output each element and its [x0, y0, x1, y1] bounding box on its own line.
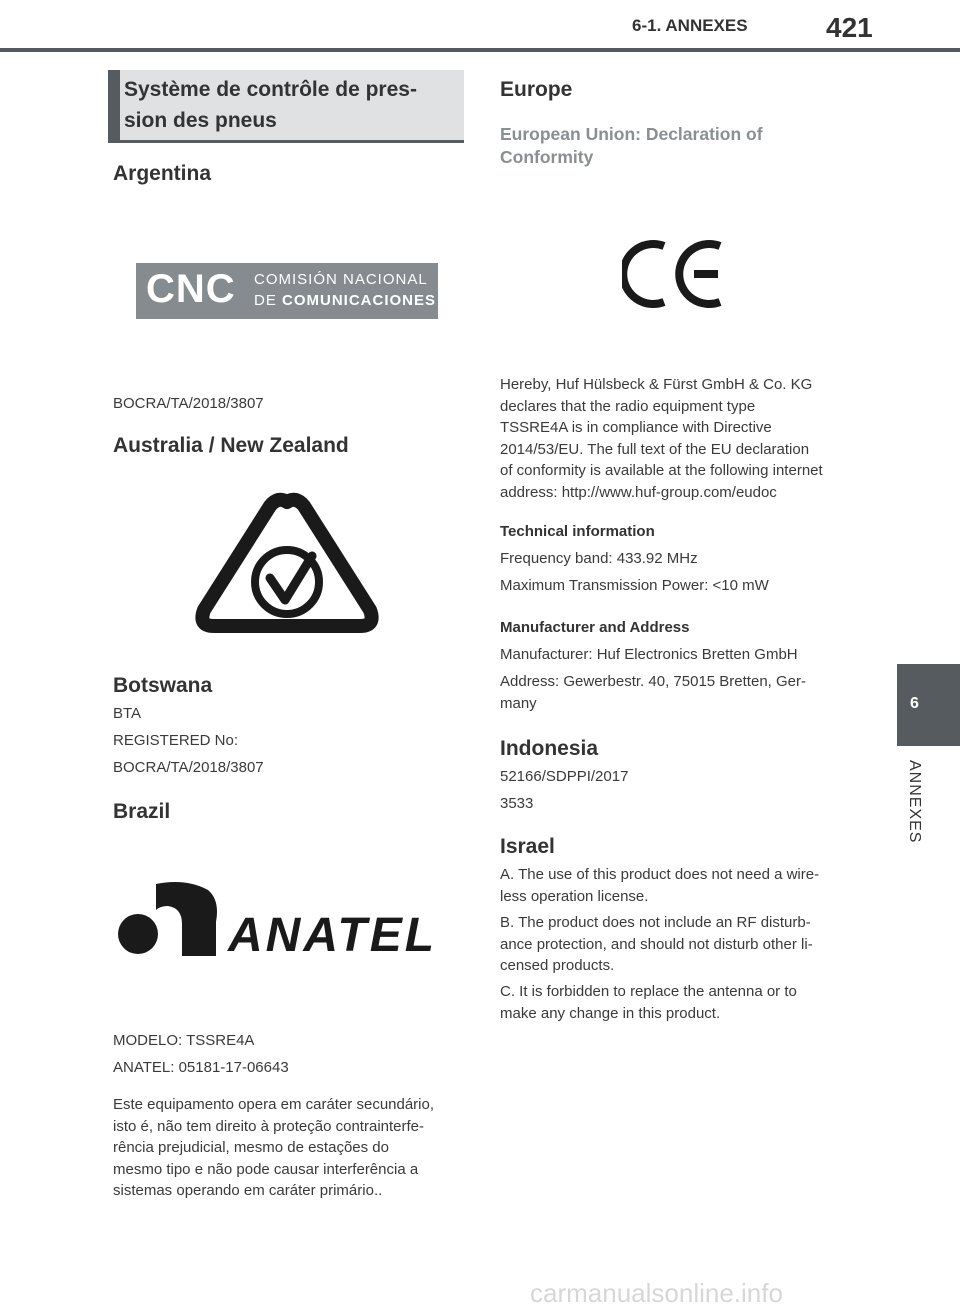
ce-mark	[622, 238, 728, 310]
eu-declaration-line: TSSRE4A is in compliance with Directive	[500, 419, 772, 436]
heading-botswana: Botswana	[113, 674, 213, 697]
heading-israel: Israel	[500, 835, 555, 858]
israel-line: less operation license.	[500, 887, 649, 905]
brazil-model: MODELO: TSSRE4A	[113, 1032, 255, 1049]
eu-declaration-line: 2014/53/EU. The full text of the EU declaration	[500, 440, 810, 458]
botswana-line: BOCRA/TA/2018/3807	[113, 759, 264, 776]
heading-europe: Europe	[500, 78, 573, 101]
brazil-note-line: rência prejudicial, mesmo de estações do	[113, 1139, 389, 1156]
brazil-note	[113, 1094, 463, 1202]
israel-line: censed products.	[500, 957, 615, 974]
israel-line: ance protection, and should not disturb other li-	[500, 935, 813, 953]
chapter-tab-number: 6	[910, 695, 919, 712]
anatel-logo-text: ANATEL	[228, 909, 438, 962]
israel-clause-c	[500, 981, 850, 1024]
subheading-line: European Union: Declaration of	[500, 124, 763, 144]
botswana-line: BTA	[113, 705, 142, 722]
israel-clause-b	[500, 912, 850, 977]
chapter-tab	[897, 664, 960, 746]
section-title-line: Système de contrôle de pres-	[124, 78, 417, 101]
address	[500, 671, 850, 714]
indonesia-line: 3533	[500, 795, 534, 812]
heading-australia: Australia / New Zealand	[113, 434, 349, 457]
brazil-note-line: isto é, não tem direito à proteção contrainterfe-	[113, 1117, 425, 1135]
indonesia-line: 52166/SDPPI/2017	[500, 768, 629, 785]
brazil-note-line: sistemas operando em caráter primário..	[113, 1182, 383, 1199]
subheading-line: Conformity	[500, 147, 594, 167]
heading-technical-information: Technical information	[500, 523, 655, 540]
brazil-note-line: Este equipamento opera em caráter secundário,	[113, 1096, 435, 1113]
eu-declaration-line: declares that the radio equipment type	[500, 397, 756, 415]
frequency-band: Frequency band: 433.92 MHz	[500, 550, 698, 567]
brazil-anatel-code: ANATEL: 05181-17-06643	[113, 1059, 289, 1076]
israel-line: make any change in this product.	[500, 1004, 721, 1022]
eu-declaration-line: address: http://www.huf-group.com/eudoc	[500, 483, 777, 501]
botswana-line: REGISTERED No:	[113, 732, 239, 749]
page-number: 421	[826, 12, 873, 43]
eu-declaration-line: of conformity is available at the following internet	[500, 462, 823, 479]
section-title	[124, 74, 454, 136]
eu-declaration-line: Hereby, Huf Hülsbeck & Fürst GmbH & Co. KG	[500, 376, 813, 393]
brazil-note-line: mesmo tipo e não pode causar interferência a	[113, 1160, 419, 1178]
cnc-logo	[136, 263, 438, 319]
rcm-compliance-mark	[190, 492, 384, 636]
israel-clause-a	[500, 864, 850, 907]
israel-line: B. The product does not include an RF disturb-	[500, 914, 811, 931]
running-header-section: 6-1. ANNEXES	[632, 16, 748, 35]
israel-line: C. It is forbidden to replace the antenna or to	[500, 983, 797, 1000]
heading-manufacturer: Manufacturer and Address	[500, 619, 690, 636]
heading-indonesia: Indonesia	[500, 737, 599, 760]
chapter-tab-label: ANNEXES	[906, 760, 923, 844]
address-line: many	[500, 694, 537, 712]
cnc-logo-mark: CNC	[146, 267, 236, 311]
header-rule	[0, 48, 960, 52]
transmission-power: Maximum Transmission Power: <10 mW	[500, 577, 769, 594]
manufacturer: Manufacturer: Huf Electronics Bretten GmbH	[500, 646, 798, 663]
cnc-logo-line1: COMISIÓN NACIONAL	[254, 271, 428, 288]
address-line: Address: Gewerbestr. 40, 75015 Bretten, Ger-	[500, 673, 806, 690]
cnc-logo-line2: DE COMUNICACIONES	[254, 292, 437, 309]
anatel-logo-symbol	[116, 878, 220, 958]
subheading-eu-declaration	[500, 123, 763, 169]
watermark: carmanualsonline.info	[530, 1278, 783, 1308]
argentina-code: BOCRA/TA/2018/3807	[113, 395, 264, 412]
heading-brazil: Brazil	[113, 800, 171, 823]
section-title-bar	[108, 70, 120, 140]
eu-declaration	[500, 374, 850, 503]
heading-argentina: Argentina	[113, 162, 212, 185]
israel-line: A. The use of this product does not need a wire-	[500, 866, 820, 883]
section-title-line: sion des pneus	[124, 109, 277, 132]
